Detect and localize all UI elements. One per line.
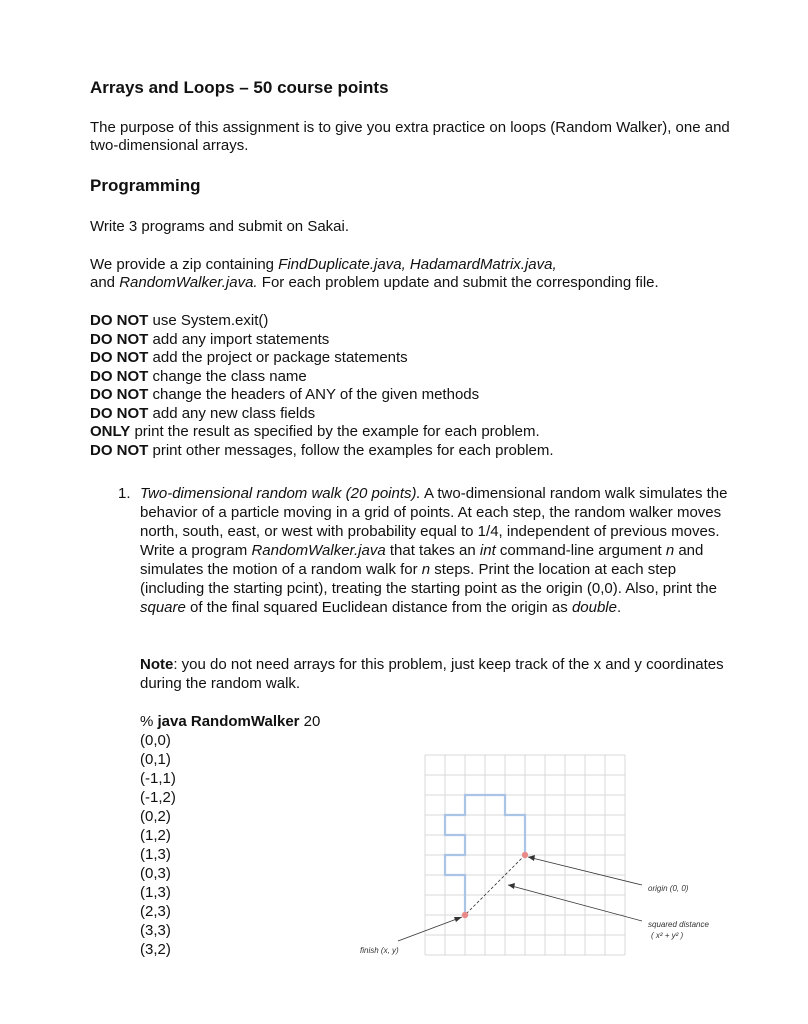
output-line: (1,3) (140, 884, 171, 901)
rule-bold: DO NOT (90, 441, 149, 459)
command-line (140, 712, 320, 731)
squared-distance-formula: ( x² + y² ) (651, 931, 684, 940)
rule-bold: ONLY (90, 423, 131, 440)
provide-files: FindDuplicate.java, HadamardMatrix.java, (278, 256, 557, 273)
output-line: (2,3) (140, 903, 171, 920)
cmd-prefix: % (140, 713, 158, 730)
finish-label: finish (x, y) (360, 946, 399, 955)
problem-var: n (421, 561, 431, 578)
problem-text: of the final squared Euclidean distance from the origin as (185, 599, 572, 616)
rule-text: add any new class fields (148, 404, 316, 422)
cmd-arg: 20 (299, 713, 321, 730)
problem-filename: RandomWalker.java (251, 542, 386, 559)
rule-item (90, 442, 554, 461)
finish-point (462, 912, 468, 918)
origin-point (522, 852, 528, 858)
output-line: (3,2) (140, 941, 171, 958)
origin-label: origin (0, 0) (648, 884, 689, 893)
rule-bold: DO NOT (90, 330, 149, 348)
provide-text-3: For each problem update and submit the corresponding file. (257, 274, 659, 291)
rule-item (90, 405, 554, 424)
intro-paragraph: The purpose of this assignment is to give you extra practice on loops (Random Walker), one and two-dimensional arrays. (90, 119, 730, 154)
problem-type: int (479, 542, 496, 559)
output-line: (3,3) (140, 922, 171, 939)
rule-bold: DO NOT (90, 367, 149, 385)
output-line: (0,0) (140, 732, 171, 749)
note-text: : you do not need arrays for this problem, just keep track of the x and y coordinates during the random walk. (140, 656, 724, 692)
problem-number: 1. (118, 485, 131, 502)
write-line: Write 3 programs and submit on Sakai. (90, 218, 350, 235)
rule-text: add the project or package statements (148, 349, 408, 366)
rule-bold: DO NOT (90, 404, 149, 422)
random-walk-figure (350, 745, 750, 965)
rule-item (90, 386, 554, 405)
rule-text: change the headers of ANY of the given methods (148, 386, 480, 403)
rule-text: add any import statements (148, 330, 330, 348)
rule-bold: DO NOT (90, 349, 149, 366)
cmd-name: java RandomWalker (157, 713, 300, 730)
output-line: (0,2) (140, 808, 171, 825)
output-line: (1,3) (140, 846, 171, 863)
distance-dashed-line (465, 855, 525, 915)
problem-text: . (616, 599, 622, 616)
problem-text: and simulates the motion of a random walk for (140, 542, 704, 578)
rule-bold: DO NOT (90, 386, 149, 403)
rule-item (90, 368, 554, 387)
rule-text: print the result as specified by the example for each problem. (130, 423, 540, 440)
rule-item (90, 331, 554, 350)
problem-var: n (665, 542, 675, 559)
page-title: Arrays and Loops – 50 course points (90, 78, 389, 97)
rules-list (90, 312, 554, 460)
output-line: (0,1) (140, 751, 171, 768)
provide-text-2: and (90, 274, 120, 291)
rule-text: print other messages, follow the examples for each problem. (148, 441, 554, 459)
finish-arrow (398, 917, 462, 941)
rule-item (90, 312, 554, 331)
problem-emph: square (140, 599, 186, 616)
provide-text-1: We provide a zip containing (90, 256, 279, 273)
output-line: (0,3) (140, 865, 171, 882)
distance-arrowhead (508, 883, 515, 889)
output-line: (1,2) (140, 827, 171, 844)
problem-text: that takes an (385, 542, 480, 559)
problem-text: A two-dimensional random walk simulates the behavior of a particle moving in a grid of points. At each step, the random walker moves north, south, east, or west with probability equal to 1/4, independent of previous moves. Write a program (140, 485, 728, 559)
problem-text: command-line argument (495, 542, 666, 559)
finish-arrowhead (454, 917, 462, 922)
rule-item (90, 349, 554, 368)
squared-distance-label: squared distance (648, 920, 709, 929)
rule-item (90, 423, 554, 442)
rule-bold: DO NOT (90, 312, 149, 329)
rule-text: use System.exit() (148, 312, 269, 329)
origin-arrowhead (528, 855, 535, 861)
problem-title: Two-dimensional random walk (20 points). (140, 485, 421, 502)
rule-text: change the class name (148, 367, 307, 385)
problem-text: steps. Print the location at each step (including the starting pcint), treating the starting point as the origin (0,0). Also, print the (140, 561, 717, 597)
output-line: (-1,2) (140, 789, 176, 806)
provide-paragraph (90, 256, 750, 292)
distance-arrow (508, 885, 642, 921)
output-list (140, 731, 176, 959)
problem-emph: double (571, 599, 617, 616)
note-paragraph (140, 655, 740, 693)
output-line: (-1,1) (140, 770, 176, 787)
problem-description (140, 484, 740, 617)
programming-heading: Programming (90, 176, 201, 195)
provide-file-3: RandomWalker.java. (119, 274, 258, 291)
note-label: Note (140, 656, 174, 673)
